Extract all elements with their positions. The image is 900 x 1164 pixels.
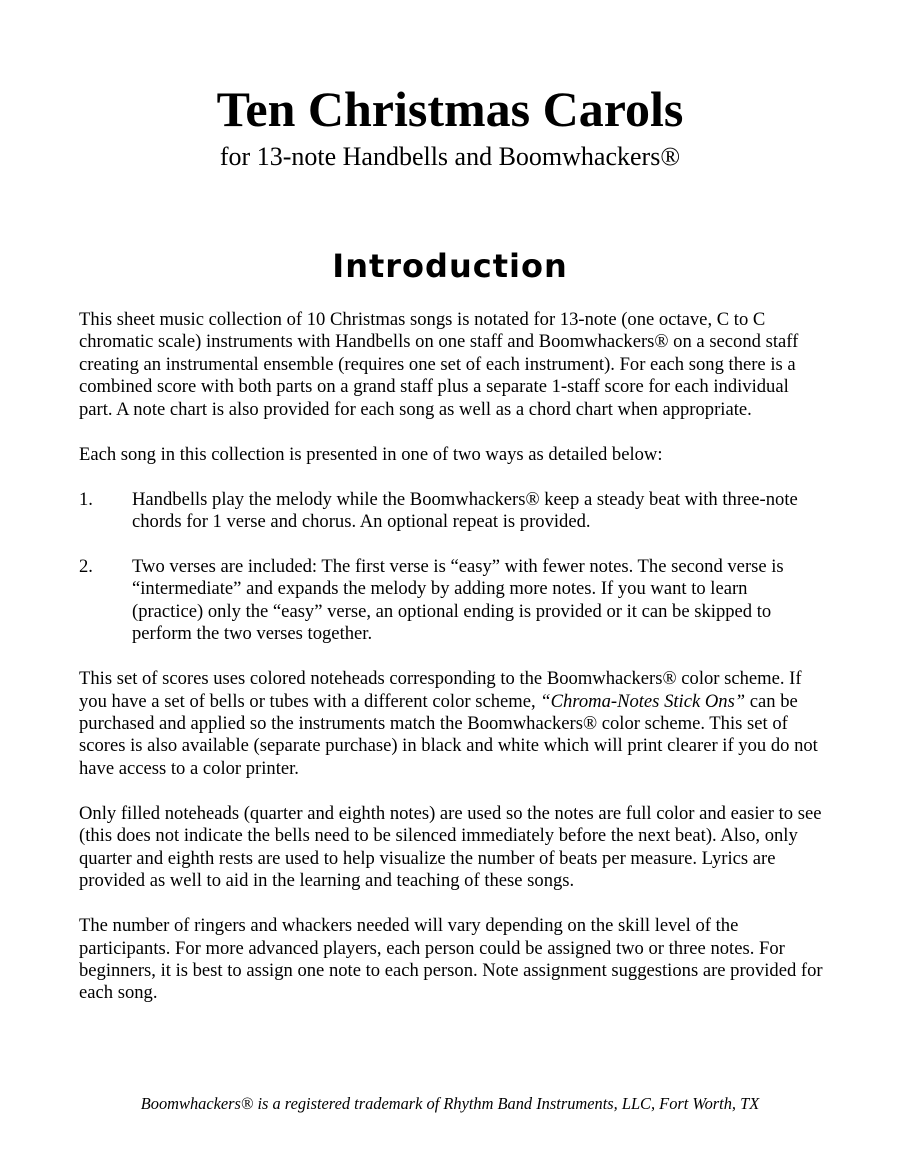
list-item-number: 1. <box>79 488 93 510</box>
list-item-number: 2. <box>79 556 93 578</box>
section-heading: Introduction <box>332 247 568 285</box>
paragraph-noteheads: Only filled noteheads (quarter and eighth notes) are used so the notes are full color and easier to see (this does not indicate the bells need to be silenced immediately before the next beat). Also, only quarter and eighth rests are used to help visualize the number of beats per measure. Lyrics are provided as well to aid in the learning and teaching of these songs. <box>79 802 822 892</box>
trademark-footer: Boomwhackers® is a registered trademark of Rhythm Band Instruments, LLC, Fort Worth, TX <box>140 1094 760 1113</box>
paragraph-list-intro: Each song in this collection is presented in one of two ways as detailed below: <box>79 443 663 465</box>
paragraph-color-scheme-start: This set of scores uses colored noteheads corresponding to the Boomwhackers® color scheme. If you have a set of bells or tubes with a different color scheme, <box>79 668 802 712</box>
list-item-text: Handbells play the melody while the Boomwhackers® keep a steady beat with three-note chords for 1 verse and chorus. An optional repeat is provided. <box>132 488 798 533</box>
list-item <box>79 556 823 646</box>
body-text <box>79 309 823 1027</box>
document-subtitle: for 13-note Handbells and Boomwhackers® <box>219 142 681 171</box>
paragraph-color-scheme <box>79 668 823 780</box>
paragraph-players: The number of ringers and whackers needed will vary depending on the skill level of the participants. For more advanced players, each person could be assigned two or three notes. For beginners, it is best to assign one note to each person. Note assignment suggestions are provided for each song. <box>79 915 823 1004</box>
list-item-text: Two verses are included: The first verse is “easy” with fewer notes. The second verse is “intermediate” and expands the melody by adding more notes. If you want to learn (practice) only the “easy” verse, an optional ending is provided or it can be skipped to perform the two verses together. <box>132 556 784 645</box>
paragraph-overview: This sheet music collection of 10 Christmas songs is notated for 13-note (one octave, C to C chromatic scale) instruments with Handbells on one staff and Boomwhackers® on a second staff creating an instrumental ensemble (requires one set of each instrument). For each song there is a combined score with both parts on a grand staff plus a separate 1-staff score for each individual part. A note chart is also provided for each song as well as a chord chart when appropriate. <box>79 309 799 420</box>
document-title: Ten Christmas Carols <box>216 81 684 137</box>
product-name-emphasis: “Chroma-Notes Stick Ons” <box>540 690 746 712</box>
list-item <box>79 489 823 534</box>
paragraph-color-scheme-end: can be purchased and applied so the instruments match the Boomwhackers® color scheme. This set of scores is also available (separate purchase) in black and white which will print clearer if you do not have access to a color printer. <box>79 690 818 779</box>
